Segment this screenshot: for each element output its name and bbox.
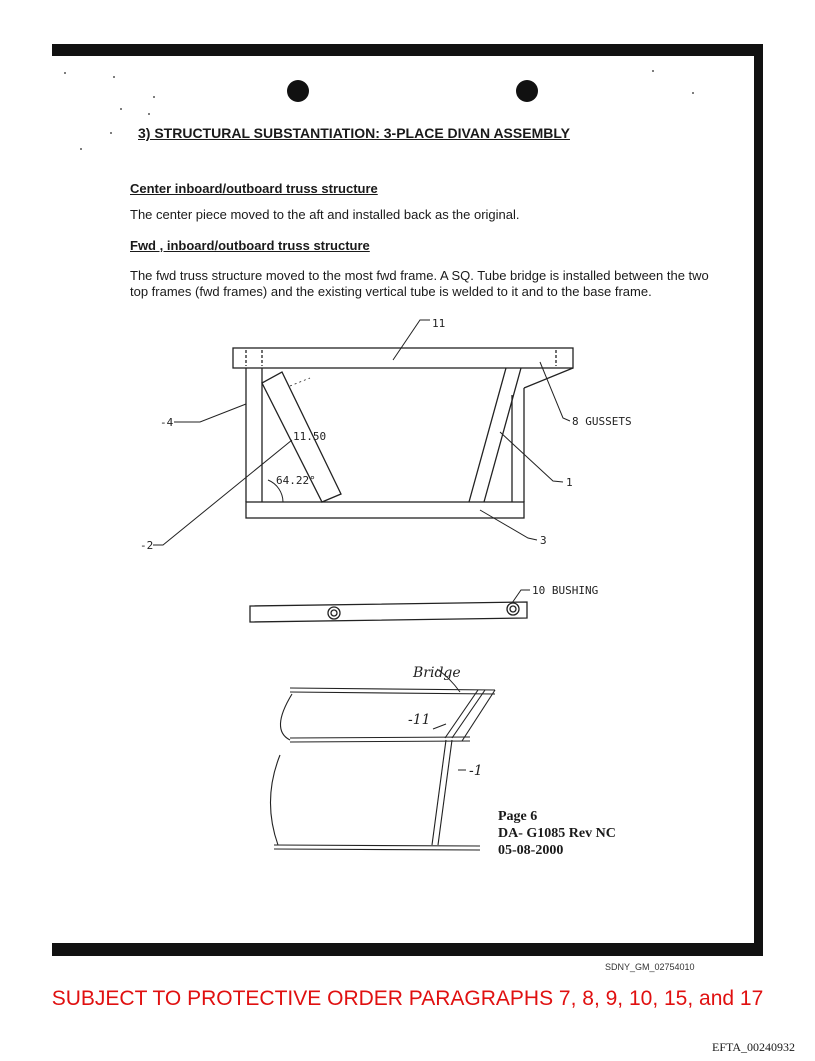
document-date: 05-08-2000 [498, 843, 564, 858]
dimension-label: 11.50 [293, 430, 327, 443]
section-title: 3) STRUCTURAL SUBSTANTIATION: 3-PLACE DIVAN ASSEMBLY [138, 125, 570, 141]
sketch-top-line [290, 692, 495, 694]
scan-marks [290, 378, 310, 386]
bushing-left [328, 607, 340, 619]
sketch-base-line [274, 845, 480, 846]
right-diagonal-tube [484, 368, 521, 502]
center-truss-text: The center piece moved to the aft and installed back as the original. [130, 207, 520, 222]
callout-10-bushing: 10 BUSHING [532, 584, 599, 597]
leader-3 [480, 510, 537, 540]
fwd-truss-text: The fwd truss structure moved to the most fwd frame. A SQ. Tube bridge is installed between the two top frames (fwd frames) and the existing vertical tube is welded to it and to the base frame. [130, 268, 709, 299]
bridge-tube [445, 690, 478, 738]
callout-3: 3 [540, 534, 547, 547]
fwd-truss-heading: Fwd , inboard/outboard truss structure [130, 238, 370, 253]
sketch-base-line [274, 849, 480, 850]
bushing-right [507, 603, 519, 615]
sketch-left-edge [280, 694, 292, 740]
vertical-tube-sketch [438, 740, 452, 845]
callout-4: -4 [160, 416, 174, 429]
center-truss-heading: Center inboard/outboard truss structure [130, 181, 378, 196]
page-number: Page 6 [498, 809, 538, 824]
bridge-sketch [270, 669, 495, 850]
page-info-block [498, 808, 616, 859]
callout-1: 1 [566, 476, 573, 489]
leader-10 [512, 590, 530, 603]
sketch-top-line [290, 688, 495, 690]
sketch-mid-line [290, 741, 470, 742]
vertical-tube-sketch [432, 740, 446, 845]
sketch-label-11: -11 [408, 712, 431, 728]
sketch-left-edge [270, 755, 280, 845]
base-frame [246, 502, 524, 518]
right-diagonal-tube [469, 368, 506, 502]
bushing-right-inner [510, 606, 516, 612]
leader-2 [153, 440, 292, 545]
leader-4 [174, 404, 246, 422]
efta-number: EFTA_00240932 [712, 1040, 796, 1054]
bushing-left-inner [331, 610, 337, 616]
callout-2: -2 [140, 539, 154, 552]
leader-1 [500, 432, 563, 482]
bates-number: SDNY_GM_02754010 [605, 962, 695, 972]
gusset [524, 368, 573, 388]
top-frame [233, 348, 573, 368]
leader-11 [393, 320, 430, 360]
callout-11: 11 [432, 317, 446, 330]
callout-8-gussets: 8 GUSSETS [572, 415, 632, 428]
leader-11-sketch [433, 724, 446, 729]
document-number: DA- G1085 Rev NC [498, 826, 616, 841]
bridge-handwritten-label: Bridge [413, 665, 461, 681]
angle-label: 64.22° [276, 474, 316, 487]
protective-order-notice: SUBJECT TO PROTECTIVE ORDER PARAGRAPHS 7, 8, 9, 10, 15, and 17 [51, 987, 764, 1010]
bushing-bar [250, 602, 527, 622]
sketch-mid-line [290, 737, 470, 738]
sketch-label-1: -1 [469, 763, 483, 779]
